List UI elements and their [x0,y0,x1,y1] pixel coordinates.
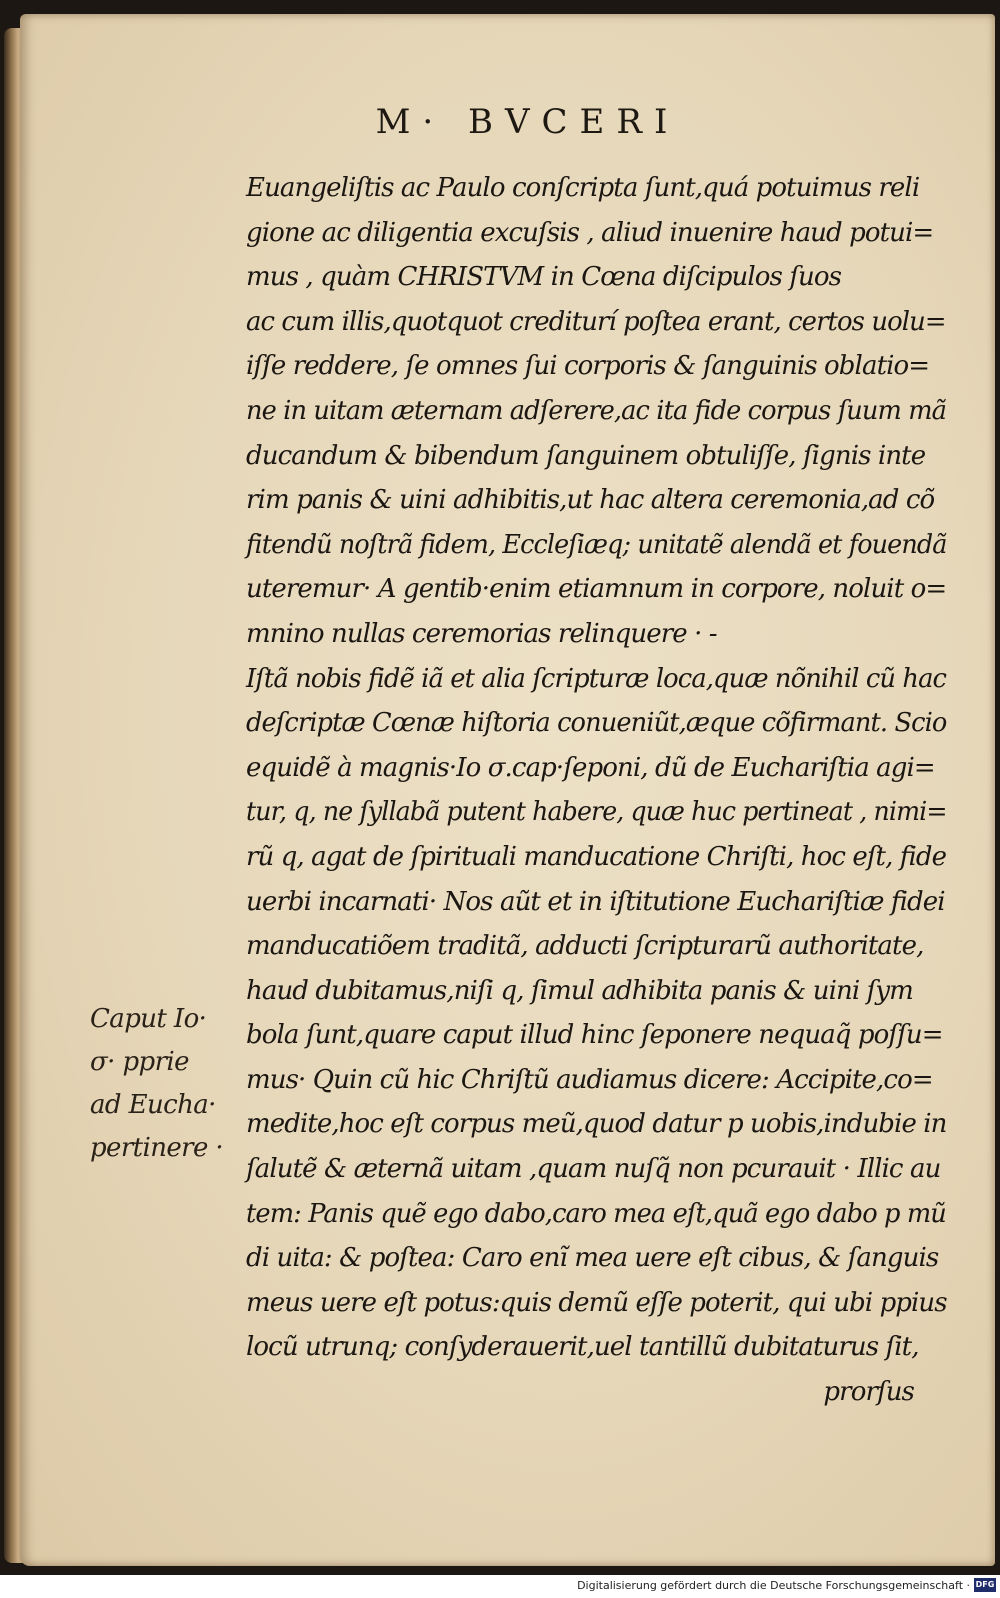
text-line: rim panis & uini adhibitis,ut hac altera ceremonia,ad cõ [246,485,935,516]
text-line: tur, q, ne ſyllabã putent habere, quæ huc pertineat , nimi= [246,797,947,828]
text-line: ſalutẽ & æternã uitam ,quam nuſq̃ non pcurauit · Illic au [246,1154,941,1185]
text-line: fitendũ noſtrã fidem, Eccleſiæq; unitatẽ alendã et fouendã [246,529,947,560]
text-line: manducatiõem traditã, adducti ſcripturarũ authoritate, [246,931,924,962]
funding-credit: Digitalisierung gefördert durch die Deutsche Forschungsgemeinschaft · [577,1579,970,1592]
text-line: Euangeliſtis ac Paulo conſcripta ſunt,quá potuimus reli [246,173,920,203]
text-line: mus· Quin cũ hic Chriſtũ audiamus dicere: Accipite,co= [246,1064,933,1095]
book-page [20,14,995,1566]
text-line: ac cum illis,quotquot crediturí poſtea erant, certos uolu= [246,306,946,337]
text-line: uteremur· A gentib·enim etiamnum in corpore, noluit o= [246,574,947,605]
text-line: iſſe reddere, ſe omnes ſui corporis & ſanguinis oblatio= [246,351,930,382]
body-text [246,166,966,1415]
text-line: rũ q, agat de ſpirituali manducatione Chriſti, hoc eſt, fide [246,841,947,872]
catchword: prorſus [823,1377,914,1408]
text-line: di uita: & poſtea: Caro enĩ mea uere eſt cibus, & ſanguis [246,1243,939,1274]
text-line: meus uere eſt potus:quis demũ eſſe poterit, qui ubi ppius [246,1287,947,1318]
text-line: equidẽ à magnis·Io σ.cap·ſeponi, dũ de Euchariſtia agi= [246,752,935,783]
margin-note-line: σ· pprie [90,1047,189,1077]
margin-note [90,998,240,1170]
text-line: Iſtã nobis fidẽ iã et alia ſcripturæ loca,quæ nõnihil cũ hac [246,663,947,694]
margin-note-line: ad Eucha· [90,1090,216,1120]
running-head: M· BVCERI [375,102,680,142]
text-line: bola ſunt,quare caput illud hinc ſeponere nequaq̃ poſſu= [246,1020,943,1051]
text-line: locũ utrunq; conſyderauerit,uel tantillũ dubitaturus ſit, [246,1332,919,1363]
text-line: uerbi incarnati· Nos aũt et in iſtitutione Euchariſtiæ fidei [246,886,945,917]
text-line: gione ac diligentia excuſsis , aliud inuenire haud potui= [246,217,934,248]
margin-note-line: pertinere · [90,1133,224,1163]
text-line: haud dubitamus,niſi q, ſimul adhibita panis & uini ſym [246,975,913,1006]
text-line: ducandum & bibendum ſanguinem obtuliſſe, ſignis inte [246,440,926,471]
text-line: deſcriptæ Cœnæ hiſtoria conueniũt,æque cõfirmant. Scio [246,708,947,739]
dfg-logo: DFG [974,1578,996,1592]
text-line: tem: Panis quẽ ego dabo,caro mea eſt,quã ego dabo p mũ [246,1198,946,1229]
text-line: medite,hoc eſt corpus meũ,quod datur p uobis,indubie in [246,1109,947,1140]
footer-bar [0,1575,1000,1598]
text-line: ne in uitam æternam adſerere,ac ita fide corpus ſuum mã [246,395,947,426]
margin-note-line: Caput Io· [90,1004,207,1034]
text-line: mnino nullas ceremorias relinquere · - [246,618,717,649]
text-line: mus , quàm CHRISTVM in Cœna diſcipulos ſuos [246,262,842,293]
